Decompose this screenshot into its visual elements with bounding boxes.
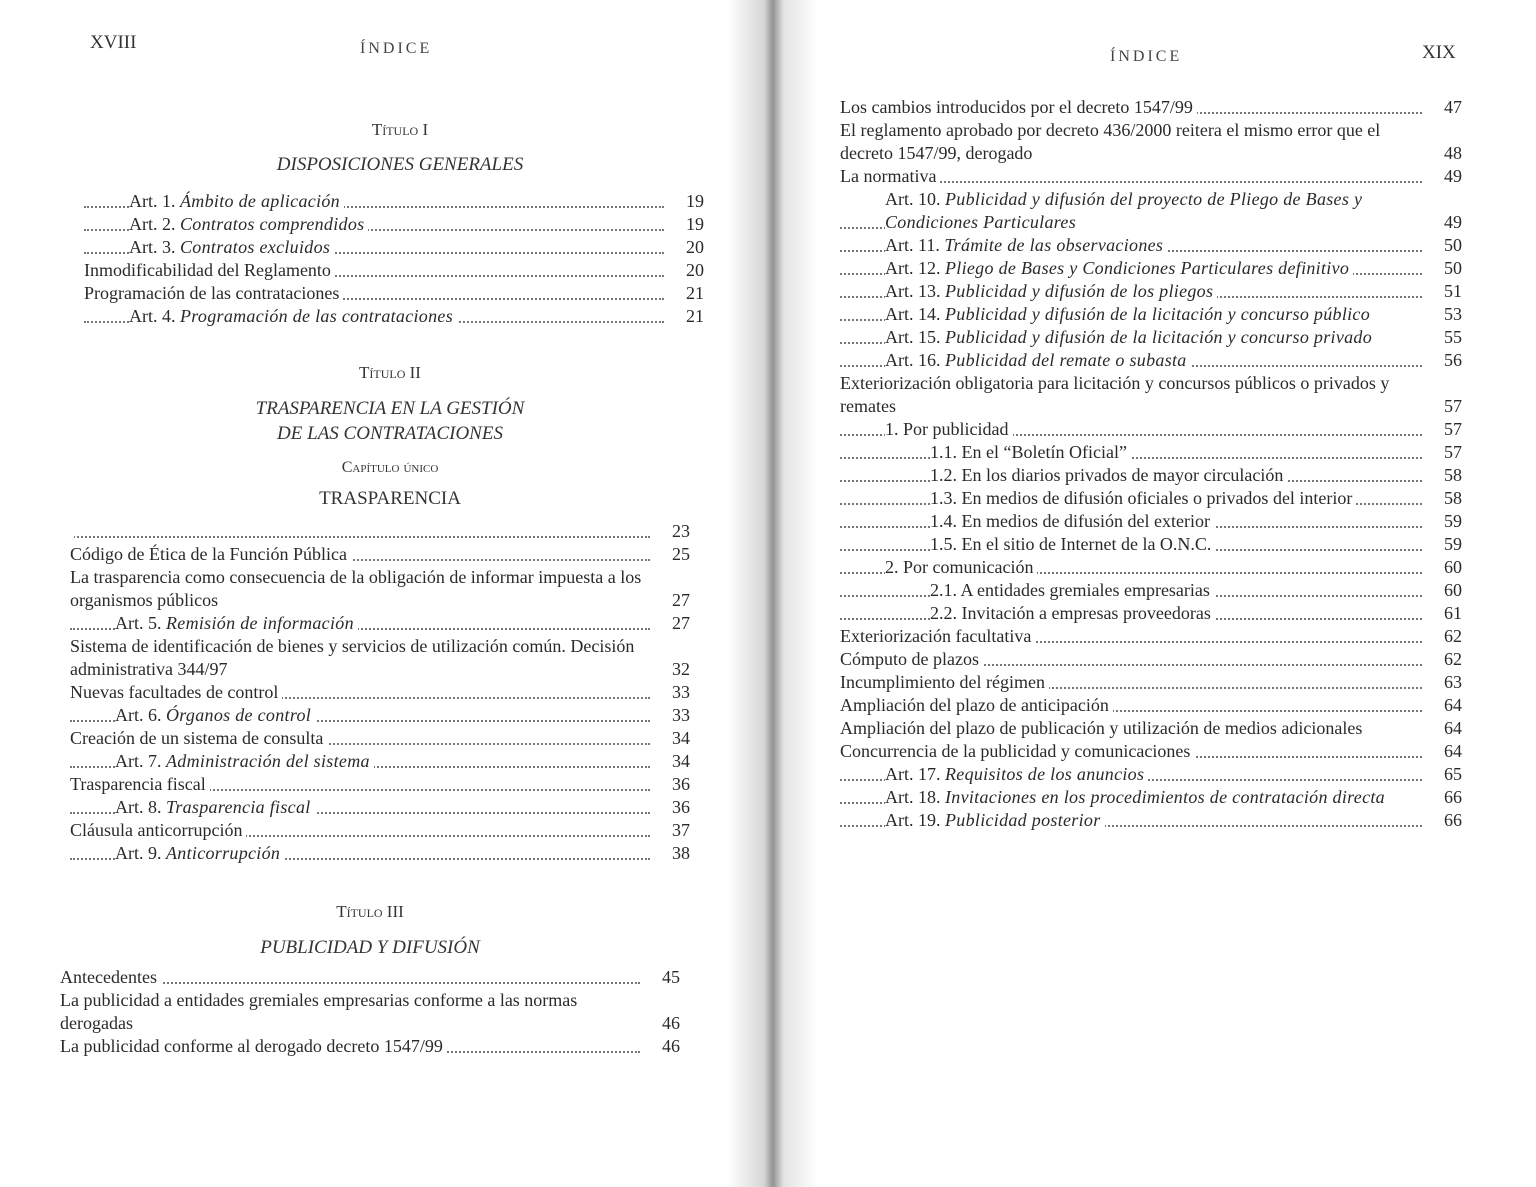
toc-entry	[840, 740, 1462, 763]
toc-entry	[84, 259, 704, 282]
article-number: Art. 9.	[115, 843, 162, 863]
toc-entry	[840, 809, 1462, 832]
entry-title: Cómputo de plazos	[840, 649, 979, 669]
entry-title: Sistema de identificación de bienes y servicios de utilización común. Decisión administrativa 344/97	[70, 636, 635, 679]
article-number: Art. 5.	[115, 613, 162, 633]
page-ref: 20	[670, 236, 704, 259]
toc-entry	[840, 96, 1462, 119]
page-ref: 34	[656, 750, 690, 773]
entry-title: 2.2. Invitación a empresas proveedoras	[930, 603, 1211, 623]
article-number: Art. 17.	[885, 764, 941, 784]
entry-title: 1. Por publicidad	[885, 419, 1009, 439]
page-ref: 66	[1428, 809, 1462, 832]
entry-title: Programación de las contrataciones	[84, 283, 340, 303]
toc-entry	[70, 612, 690, 635]
toc-entry	[70, 773, 690, 796]
toc-entry	[840, 579, 1462, 602]
toc-entry	[70, 842, 690, 865]
toc-entry	[840, 165, 1462, 188]
toc-entry	[70, 727, 690, 750]
entry-title: La trasparencia como consecuencia de la obligación de informar impuesta a los organismos públicos	[70, 567, 642, 610]
toc-entry	[840, 303, 1462, 326]
page-ref: 56	[1428, 349, 1462, 372]
page-ref: 36	[656, 773, 690, 796]
left-page	[0, 0, 760, 1187]
toc-entry	[840, 786, 1462, 809]
page-ref: 51	[1428, 280, 1462, 303]
page-ref: 62	[1428, 648, 1462, 671]
toc-entry	[840, 372, 1462, 418]
toc-entry	[70, 819, 690, 842]
toc-entry	[60, 1035, 680, 1058]
right-page	[760, 0, 1536, 1187]
entry-title: Invitaciones en los procedimientos de contratación directa	[945, 787, 1385, 807]
entry-title: Contratos excluidos	[180, 237, 331, 257]
article-number: Art. 6.	[115, 705, 162, 725]
entry-title: Ámbito de aplicación	[180, 191, 340, 211]
toc-entry	[84, 236, 704, 259]
titulo-label: Título II	[359, 363, 421, 382]
page-ref: 19	[670, 190, 704, 213]
article-number: Art. 10.	[885, 189, 941, 209]
page-ref: 64	[1428, 717, 1462, 740]
article-number: Art. 4.	[129, 306, 176, 326]
leader-dots	[70, 536, 650, 538]
page-ref: 23	[656, 520, 690, 543]
toc-entry	[70, 704, 690, 727]
toc-entry	[840, 280, 1462, 303]
entry-title: Ampliación del plazo de anticipación	[840, 695, 1109, 715]
article-number: Art. 15.	[885, 327, 941, 347]
page-ref: 62	[1428, 625, 1462, 648]
entry-title: Código de Ética de la Función Pública	[70, 544, 347, 564]
running-head: ÍNDICE	[360, 40, 433, 57]
page-ref: 60	[1428, 556, 1462, 579]
entry-title: Exteriorización obligatoria para licitación y concursos públicos o privados y remates	[840, 373, 1390, 416]
entry-title: Publicidad y difusión del proyecto de Pliego de Bases y Condiciones Particulares	[885, 189, 1363, 232]
toc-entry	[840, 234, 1462, 257]
toc-entry	[60, 989, 680, 1035]
page-ref: 55	[1428, 326, 1462, 349]
entry-title: 2. Por comunicación	[885, 557, 1034, 577]
toc-entry	[840, 188, 1462, 234]
entry-title: Exteriorización facultativa	[840, 626, 1032, 646]
toc-entry	[840, 119, 1462, 165]
entry-title: Publicidad y difusión de la licitación y concurso privado	[945, 327, 1373, 347]
toc-entry	[840, 763, 1462, 786]
article-number: Art. 13.	[885, 281, 941, 301]
toc-entry	[70, 796, 690, 819]
page-ref: 50	[1428, 234, 1462, 257]
page-ref: 19	[670, 213, 704, 236]
page-ref: 66	[1428, 786, 1462, 809]
entry-title: El reglamento aprobado por decreto 436/2000 reitera el mismo error que el decreto 1547/99, derogado	[840, 120, 1381, 163]
page-ref: 34	[656, 727, 690, 750]
page-ref: 33	[656, 681, 690, 704]
page-ref: 57	[1428, 395, 1462, 418]
toc-entry	[840, 487, 1462, 510]
toc-entry	[840, 257, 1462, 280]
toc-entry	[84, 213, 704, 236]
page-ref: 58	[1428, 487, 1462, 510]
toc-entry	[70, 566, 690, 612]
article-number: Art. 19.	[885, 810, 941, 830]
entry-title: Cláusula anticorrupción	[70, 820, 243, 840]
entry-title: Trámite de las observaciones	[944, 235, 1164, 255]
toc-entry	[840, 441, 1462, 464]
page-ref: 50	[1428, 257, 1462, 280]
page-ref: 46	[646, 1035, 680, 1058]
toc-entry	[60, 966, 680, 989]
toc-right	[840, 96, 1462, 832]
entry-title: 1.3. En medios de difusión oficiales o privados del interior	[930, 488, 1353, 508]
page-ref: 64	[1428, 694, 1462, 717]
toc-entry	[840, 533, 1462, 556]
page-ref: 64	[1428, 740, 1462, 763]
entry-title: 1.2. En los diarios privados de mayor circulación	[930, 465, 1284, 485]
toc-entry	[84, 305, 704, 328]
page-ref: 59	[1428, 533, 1462, 556]
book-gutter	[728, 0, 818, 1187]
page-ref: 65	[1428, 763, 1462, 786]
page-ref: 45	[646, 966, 680, 989]
page-number: XIX	[1422, 42, 1456, 63]
entry-title: Contratos comprendidos	[180, 214, 365, 234]
page-ref: 32	[656, 658, 690, 681]
page-ref: 49	[1428, 211, 1462, 234]
entry-title: Órganos de control	[166, 705, 312, 725]
page-ref: 27	[656, 612, 690, 635]
toc-titulo-3	[60, 966, 680, 1058]
toc-entry	[840, 671, 1462, 694]
section-title: DISPOSICIONES GENERALES	[276, 154, 524, 175]
page-ref: 49	[1428, 165, 1462, 188]
entry-title: Anticorrupción	[166, 843, 281, 863]
entry-title: Administración del sistema	[166, 751, 370, 771]
entry-title: 1.4. En medios de difusión del exterior	[930, 511, 1210, 531]
leader-dots	[840, 457, 1422, 459]
page-ref: 36	[656, 796, 690, 819]
entry-title: Trasparencia fiscal	[166, 797, 311, 817]
entry-title: Publicidad y difusión de la licitación y concurso público	[945, 304, 1371, 324]
toc-entry	[840, 349, 1462, 372]
page-ref: 59	[1428, 510, 1462, 533]
page-ref: 37	[656, 819, 690, 842]
capitulo-label: Capítulo único	[341, 459, 439, 476]
article-number: Art. 3.	[129, 237, 176, 257]
capitulo-title: TRASPARENCIA	[319, 488, 461, 509]
entry-title: Requisitos de los anuncios	[945, 764, 1145, 784]
toc-entry	[840, 625, 1462, 648]
page-ref: 58	[1428, 464, 1462, 487]
toc-entry	[70, 635, 690, 681]
entry-title: Programación de las contrataciones	[180, 306, 454, 326]
page-ref: 46	[646, 1012, 680, 1035]
toc-entry	[70, 520, 690, 543]
entry-title: La publicidad a entidades gremiales empresarias conforme a las normas derogadas	[60, 990, 578, 1033]
page-ref: 27	[656, 589, 690, 612]
article-number: Art. 1.	[129, 191, 176, 211]
article-number: Art. 2.	[129, 214, 176, 234]
article-number: Art. 14.	[885, 304, 941, 324]
entry-title: Nuevas facultades de control	[70, 682, 279, 702]
page-ref: 61	[1428, 602, 1462, 625]
page-ref: 48	[1428, 142, 1462, 165]
entry-title: Trasparencia fiscal	[70, 774, 206, 794]
toc-entry	[84, 190, 704, 213]
entry-title: Los cambios introducidos por el decreto 1547/99	[840, 97, 1193, 117]
entry-title: La publicidad conforme al derogado decreto 1547/99	[60, 1036, 443, 1056]
entry-title: La normativa	[840, 166, 937, 186]
entry-title: Incumplimiento del régimen	[840, 672, 1045, 692]
toc-entry	[840, 648, 1462, 671]
page-ref: 47	[1428, 96, 1462, 119]
article-number: Art. 16.	[885, 350, 941, 370]
article-number: Art. 8.	[115, 797, 162, 817]
entry-title: Antecedentes	[60, 967, 157, 987]
toc-entry	[840, 717, 1462, 740]
article-number: Art. 18.	[885, 787, 941, 807]
entry-title: Creación de un sistema de consulta	[70, 728, 324, 748]
toc-entry	[840, 602, 1462, 625]
titulo-label: Título III	[336, 902, 404, 921]
page-ref: 38	[656, 842, 690, 865]
toc-entry	[84, 282, 704, 305]
page-ref: 60	[1428, 579, 1462, 602]
entry-title: Publicidad y difusión de los pliegos	[945, 281, 1214, 301]
toc-titulo-1	[84, 190, 704, 328]
toc-entry	[840, 418, 1462, 441]
page-ref: 53	[1428, 303, 1462, 326]
entry-title: 2.1. A entidades gremiales empresarias	[930, 580, 1210, 600]
toc-entry	[840, 464, 1462, 487]
section-title-line1: TRASPARENCIA EN LA GESTIÓN	[255, 398, 525, 419]
entry-title: 1.5. En el sitio de Internet de la O.N.C.	[930, 534, 1212, 554]
page-number: XVIII	[90, 32, 137, 53]
section-title: PUBLICIDAD Y DIFUSIÓN	[260, 937, 480, 958]
titulo-label: Título I	[371, 120, 429, 139]
toc-entry	[840, 510, 1462, 533]
entry-title: Concurrencia de la publicidad y comunicaciones	[840, 741, 1191, 761]
entry-title: 1.1. En el “Boletín Oficial”	[930, 442, 1127, 462]
article-number: Art. 12.	[885, 258, 941, 278]
page-ref: 33	[656, 704, 690, 727]
toc-entry	[70, 543, 690, 566]
toc-entry	[840, 326, 1462, 349]
page-ref: 21	[670, 282, 704, 305]
entry-title: Ampliación del plazo de publicación y utilización de medios adicionales	[840, 718, 1363, 738]
section-title-line2: DE LAS CONTRATACIONES	[277, 423, 503, 444]
toc-entry	[70, 681, 690, 704]
page-ref: 57	[1428, 441, 1462, 464]
page-ref: 57	[1428, 418, 1462, 441]
page-ref: 20	[670, 259, 704, 282]
entry-title: Pliego de Bases y Condiciones Particulares definitivo	[945, 258, 1350, 278]
entry-title: Remisión de información	[166, 613, 354, 633]
entry-title: Inmodificabilidad del Reglamento	[84, 260, 331, 280]
article-number: Art. 7.	[115, 751, 162, 771]
page-ref: 21	[670, 305, 704, 328]
article-number: Art. 11.	[885, 235, 940, 255]
page-ref: 25	[656, 543, 690, 566]
toc-titulo-2	[70, 520, 690, 865]
toc-entry	[840, 556, 1462, 579]
running-head: ÍNDICE	[1110, 48, 1183, 65]
entry-title: Publicidad del remate o subasta	[945, 350, 1187, 370]
toc-entry	[70, 750, 690, 773]
entry-title: Publicidad posterior	[945, 810, 1101, 830]
page-ref: 63	[1428, 671, 1462, 694]
toc-entry	[840, 694, 1462, 717]
